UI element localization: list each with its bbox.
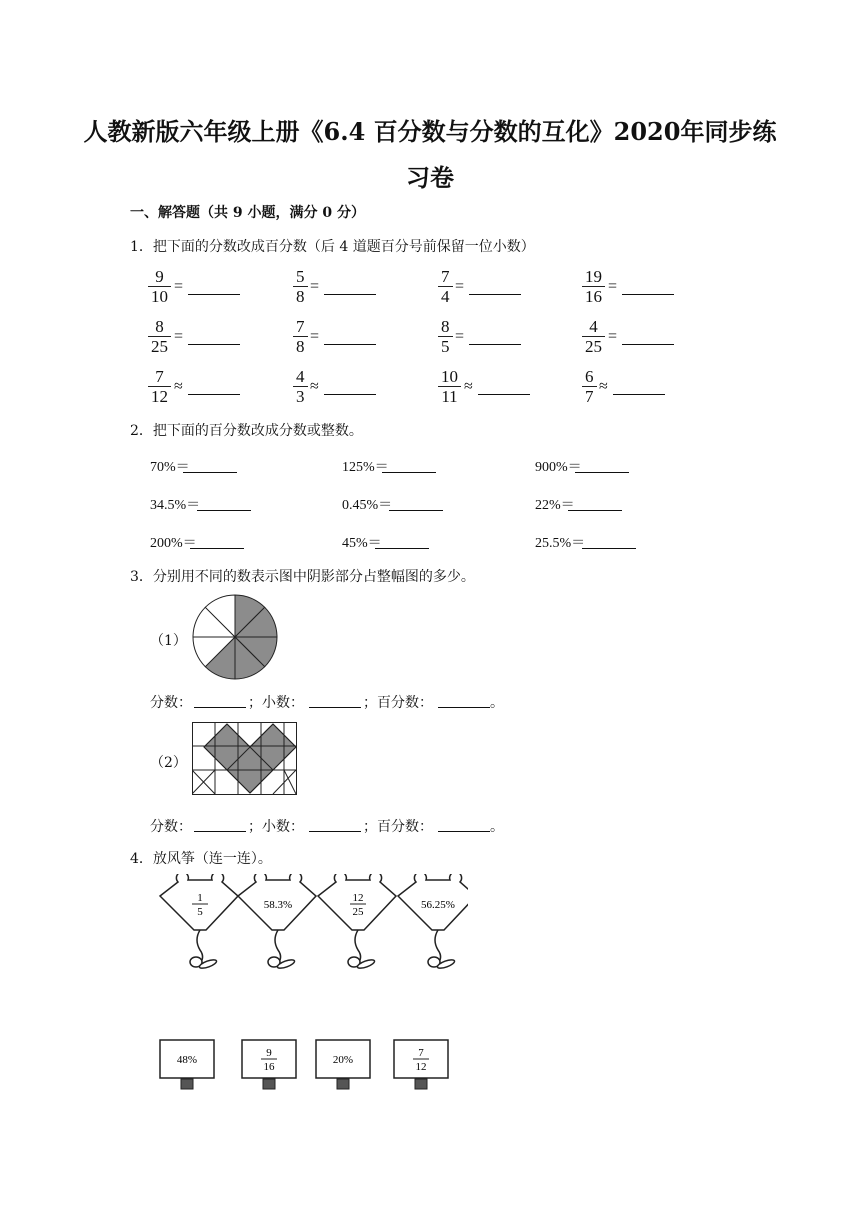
denominator: 16 bbox=[585, 287, 602, 306]
fraction bbox=[148, 318, 171, 355]
denominator: 5 bbox=[441, 337, 450, 356]
kite bbox=[238, 874, 316, 970]
denominator: 12 bbox=[415, 1061, 427, 1073]
answer-blank[interactable] bbox=[469, 330, 521, 345]
value-text: 48% bbox=[176, 1054, 198, 1066]
denominator: 16 bbox=[263, 1061, 275, 1073]
equals-sign: = bbox=[310, 328, 320, 345]
answer-label: 。 bbox=[490, 819, 504, 835]
page-title: 人教新版六年级上册《6.4 百分数与分数的互化》2020年同步练 bbox=[83, 117, 777, 146]
answer-blank[interactable] bbox=[324, 330, 376, 345]
answer-blank[interactable] bbox=[194, 693, 246, 708]
equals-sign: = bbox=[608, 278, 618, 295]
kite bbox=[160, 874, 238, 970]
part-2-label: （2） bbox=[150, 755, 187, 771]
answer-blank[interactable] bbox=[197, 496, 251, 511]
value-text: 58.3% bbox=[263, 899, 293, 911]
answer-blank[interactable] bbox=[188, 280, 240, 295]
answer-blank[interactable] bbox=[194, 817, 246, 832]
box-label bbox=[333, 1054, 353, 1066]
percent-item: 22%＝ bbox=[535, 498, 575, 513]
answer-blank[interactable] bbox=[389, 496, 443, 511]
numerator: 19 bbox=[585, 267, 602, 286]
fraction bbox=[438, 268, 453, 305]
fraction bbox=[582, 318, 605, 355]
value-text: 56.25% bbox=[421, 899, 455, 911]
numerator: 5 bbox=[296, 267, 305, 286]
numerator: 7 bbox=[441, 267, 450, 286]
answer-blank[interactable] bbox=[183, 458, 237, 473]
answer-box bbox=[242, 1040, 296, 1089]
answer-blank[interactable] bbox=[382, 458, 436, 473]
denominator: 8 bbox=[296, 337, 305, 356]
question-4-text: 4．放风筝（连一连）。 bbox=[130, 851, 272, 867]
answer-label: ；小数： bbox=[248, 695, 304, 711]
fraction bbox=[148, 268, 171, 305]
answer-blank[interactable] bbox=[309, 817, 361, 832]
answer-blank[interactable] bbox=[190, 534, 244, 549]
page-title-continued: 习卷 bbox=[406, 163, 454, 192]
fraction bbox=[148, 368, 171, 405]
answer-blank[interactable] bbox=[575, 458, 629, 473]
equals-sign: ≈ bbox=[599, 378, 608, 395]
equals-sign: = bbox=[455, 278, 465, 295]
fraction bbox=[438, 318, 453, 355]
denominator: 5 bbox=[197, 906, 203, 918]
answer-label: ；小数： bbox=[248, 819, 304, 835]
denominator: 7 bbox=[585, 387, 594, 406]
percent-item: 70%＝ bbox=[150, 460, 190, 475]
numerator: 12 bbox=[352, 892, 364, 904]
answer-blank[interactable] bbox=[582, 534, 636, 549]
answer-blank[interactable] bbox=[478, 380, 530, 395]
denominator: 3 bbox=[296, 387, 305, 406]
answer-blank[interactable] bbox=[188, 330, 240, 345]
fraction bbox=[582, 268, 605, 305]
part-1-label: （1） bbox=[150, 633, 187, 649]
equals-sign: ≈ bbox=[174, 378, 183, 395]
numerator: 7 bbox=[296, 317, 305, 336]
numerator: 10 bbox=[441, 367, 458, 386]
answer-box bbox=[316, 1040, 370, 1089]
numerator: 4 bbox=[296, 367, 305, 386]
grid-diagram bbox=[192, 722, 300, 802]
box-label bbox=[177, 1054, 197, 1066]
answer-label: 分数： bbox=[150, 819, 192, 835]
answer-blank[interactable] bbox=[438, 693, 490, 708]
numerator: 9 bbox=[155, 267, 164, 286]
fraction bbox=[293, 318, 308, 355]
numerator: 1 bbox=[197, 892, 203, 904]
answer-blank[interactable] bbox=[324, 280, 376, 295]
equals-sign: ≈ bbox=[464, 378, 473, 395]
answer-blank[interactable] bbox=[324, 380, 376, 395]
kite bbox=[398, 874, 468, 970]
pie-diagram bbox=[190, 592, 280, 682]
kite-label bbox=[264, 899, 292, 911]
equals-sign: = bbox=[455, 328, 465, 345]
percent-item: 34.5%＝ bbox=[150, 498, 201, 513]
answer-blank[interactable] bbox=[613, 380, 665, 395]
question-2-text: 2．把下面的百分数改成分数或整数。 bbox=[130, 423, 363, 439]
numerator: 4 bbox=[589, 317, 598, 336]
equals-sign: = bbox=[174, 278, 184, 295]
denominator: 4 bbox=[441, 287, 450, 306]
answer-label: 。 bbox=[490, 695, 504, 711]
percent-item: 25.5%＝ bbox=[535, 536, 586, 551]
answer-label: ；百分数： bbox=[363, 819, 433, 835]
percent-item: 125%＝ bbox=[342, 460, 389, 475]
equals-sign: ≈ bbox=[310, 378, 319, 395]
kite-label bbox=[421, 899, 455, 911]
numerator: 7 bbox=[155, 367, 164, 386]
denominator: 12 bbox=[151, 387, 168, 406]
denominator: 25 bbox=[151, 337, 168, 356]
denominator: 11 bbox=[441, 387, 458, 406]
answer-blank[interactable] bbox=[438, 817, 490, 832]
answer-blank[interactable] bbox=[622, 330, 674, 345]
question-1-text: 1．把下面的分数改成百分数（后 4 道题百分号前保留一位小数） bbox=[130, 239, 535, 255]
kite bbox=[318, 874, 396, 970]
percent-item: 200%＝ bbox=[150, 536, 197, 551]
value-text: 20% bbox=[332, 1054, 354, 1066]
equals-sign: = bbox=[174, 328, 184, 345]
answer-blank[interactable] bbox=[309, 693, 361, 708]
kite-matching-diagram bbox=[148, 874, 468, 1100]
section-heading: 一、解答题（共 9 小题，满分 0 分） bbox=[130, 205, 365, 221]
answer-box bbox=[394, 1040, 448, 1089]
box-peg bbox=[181, 1079, 193, 1089]
numerator: 8 bbox=[155, 317, 164, 336]
answer-blank[interactable] bbox=[568, 496, 622, 511]
denominator: 25 bbox=[352, 906, 364, 918]
fraction bbox=[582, 368, 597, 405]
fraction bbox=[293, 268, 308, 305]
equals-sign: = bbox=[608, 328, 618, 345]
percent-item: 45%＝ bbox=[342, 536, 382, 551]
denominator: 8 bbox=[296, 287, 305, 306]
numerator: 9 bbox=[266, 1047, 272, 1059]
fraction bbox=[438, 368, 461, 405]
answer-blank[interactable] bbox=[469, 280, 521, 295]
denominator: 10 bbox=[151, 287, 168, 306]
box-peg bbox=[415, 1079, 427, 1089]
box-peg bbox=[337, 1079, 349, 1089]
answer-blank[interactable] bbox=[622, 280, 674, 295]
denominator: 25 bbox=[585, 337, 602, 356]
numerator: 6 bbox=[585, 367, 594, 386]
answer-label: 分数： bbox=[150, 695, 192, 711]
percent-item: 0.45%＝ bbox=[342, 498, 393, 513]
answer-box bbox=[160, 1040, 214, 1089]
answer-blank[interactable] bbox=[375, 534, 429, 549]
answer-blank[interactable] bbox=[188, 380, 240, 395]
numerator: 8 bbox=[441, 317, 450, 336]
question-3-text: 3．分别用不同的数表示图中阴影部分占整幅图的多少。 bbox=[130, 569, 475, 585]
numerator: 7 bbox=[418, 1047, 424, 1059]
equals-sign: = bbox=[310, 278, 320, 295]
box-peg bbox=[263, 1079, 275, 1089]
percent-item: 900%＝ bbox=[535, 460, 582, 475]
fraction bbox=[293, 368, 308, 405]
answer-label: ；百分数： bbox=[363, 695, 433, 711]
